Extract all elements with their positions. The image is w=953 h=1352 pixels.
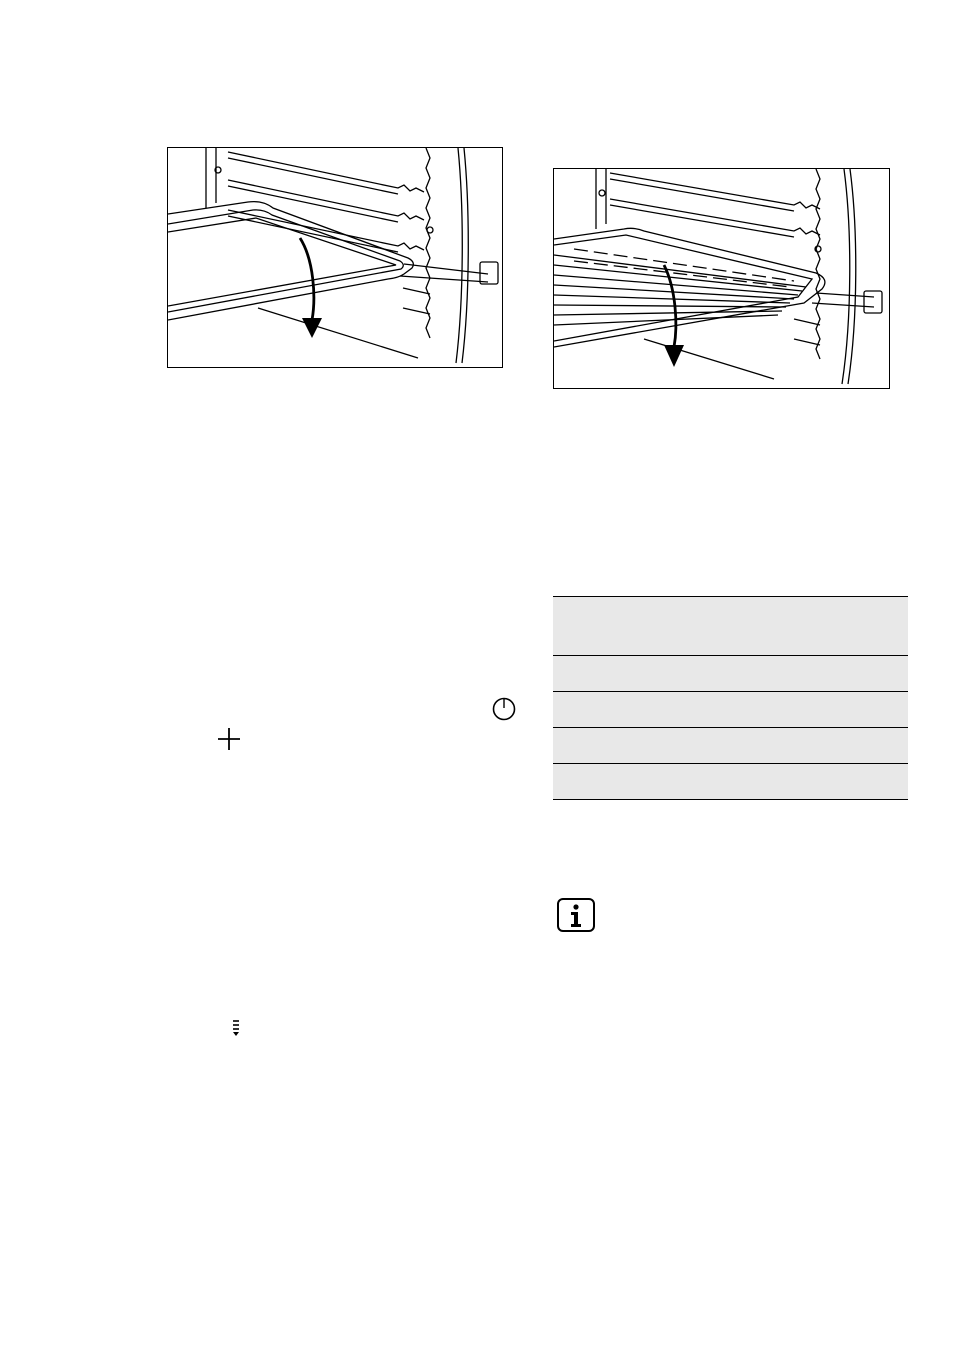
info-icon — [556, 897, 596, 933]
table-row — [553, 656, 908, 692]
table-header-cell — [731, 597, 909, 656]
table-cell — [553, 692, 731, 728]
tray-insertion-illustration — [167, 147, 503, 368]
table-cell — [731, 764, 909, 800]
table-cell — [553, 764, 731, 800]
spec-table — [553, 596, 908, 800]
table-cell — [731, 656, 909, 692]
table-header-row — [553, 597, 908, 656]
table-row — [553, 692, 908, 728]
table-row — [553, 728, 908, 764]
oven-tray-drawing — [168, 148, 503, 368]
wire-shelf-insertion-illustration — [553, 168, 890, 389]
table-row — [553, 764, 908, 800]
oven-wire-shelf-drawing — [554, 169, 890, 389]
level-indicator-icon — [229, 1019, 243, 1039]
clock-icon — [491, 696, 517, 722]
table-cell — [731, 692, 909, 728]
table-cell — [553, 656, 731, 692]
table-cell — [731, 728, 909, 764]
table-header-cell — [553, 597, 731, 656]
plus-icon — [216, 726, 242, 752]
table-cell — [553, 728, 731, 764]
